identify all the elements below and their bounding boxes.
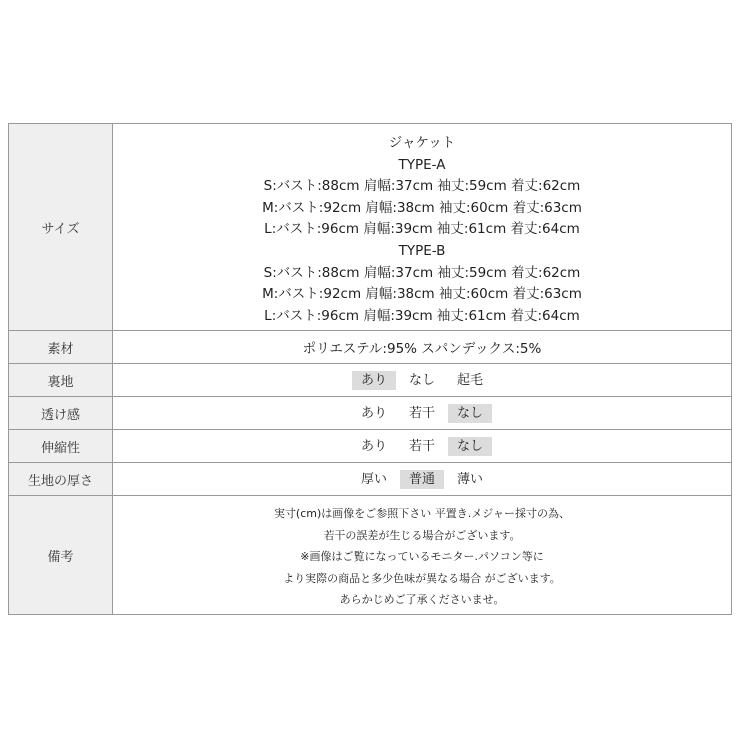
size-line-a-l: L:バスト:96cm 肩幅:39cm 袖丈:61cm 着丈:64cm	[264, 221, 580, 238]
thickness-value-cell	[113, 463, 732, 496]
thickness-option: 厚い	[360, 471, 387, 487]
spec-row-thickness	[9, 463, 732, 496]
stretch-options	[350, 437, 494, 456]
notes-lines	[113, 496, 731, 614]
spec-row-sheerness	[9, 397, 732, 430]
spec-row-stretch	[9, 430, 732, 463]
product-spec-table	[8, 123, 732, 615]
size-line-a-m: M:バスト:92cm 肩幅:38cm 袖丈:60cm 着丈:63cm	[262, 199, 582, 216]
stretch-option: あり	[360, 438, 387, 454]
note-line: 実寸(cm)は画像をご参照下さい 平置き.メジャー採寸の為、	[273, 507, 571, 521]
note-line: 若干の誤差が生じる場合がございます。	[323, 528, 521, 542]
lining-option: あり	[352, 371, 396, 390]
thickness-option: 薄い	[457, 471, 484, 487]
sheerness-options	[350, 404, 494, 423]
lining-option: なし	[408, 372, 435, 388]
size-label: サイズ	[9, 124, 113, 331]
sheerness-value-cell	[113, 397, 732, 430]
spec-row-material	[9, 331, 732, 364]
size-line-item-name: ジャケット	[388, 135, 456, 151]
stretch-option: なし	[448, 437, 492, 456]
note-line: ※画像はご覧になっているモニター.パソコン等に	[300, 550, 544, 564]
notes-value-cell	[113, 496, 732, 615]
size-lines	[113, 124, 731, 330]
size-line-type-b: TYPE-B	[398, 242, 446, 259]
stretch-option: 若干	[408, 438, 435, 454]
material-value: ポリエステル:95% スパンデックス:5%	[113, 331, 732, 364]
spec-row-size	[9, 124, 732, 331]
note-line: より実際の商品と多少色味が異なる場合 がございます。	[283, 571, 561, 585]
spec-row-lining	[9, 364, 732, 397]
size-line-a-s: S:バスト:88cm 肩幅:37cm 袖丈:59cm 着丈:62cm	[263, 178, 581, 195]
size-line-b-l: L:バスト:96cm 肩幅:39cm 袖丈:61cm 着丈:64cm	[264, 307, 580, 324]
note-line: あらかじめご了承くださいませ。	[339, 592, 505, 606]
size-value-cell	[113, 124, 732, 331]
size-line-b-s: S:バスト:88cm 肩幅:37cm 袖丈:59cm 着丈:62cm	[263, 264, 581, 281]
sheerness-option: あり	[360, 405, 387, 421]
sheerness-option: なし	[448, 404, 492, 423]
size-line-b-m: M:バスト:92cm 肩幅:38cm 袖丈:60cm 着丈:63cm	[262, 286, 582, 303]
lining-value-cell	[113, 364, 732, 397]
stretch-value-cell	[113, 430, 732, 463]
lining-option: 起毛	[457, 372, 484, 388]
lining-options	[350, 371, 494, 390]
stretch-label: 伸縮性	[9, 430, 113, 463]
thickness-options	[350, 470, 494, 489]
thickness-option: 普通	[400, 470, 444, 489]
sheerness-option: 若干	[408, 405, 435, 421]
material-label: 素材	[9, 331, 113, 364]
thickness-label: 生地の厚さ	[9, 463, 113, 496]
size-line-type-a: TYPE-A	[398, 156, 446, 173]
spec-row-notes	[9, 496, 732, 615]
lining-label: 裏地	[9, 364, 113, 397]
notes-label: 備考	[9, 496, 113, 615]
sheerness-label: 透け感	[9, 397, 113, 430]
